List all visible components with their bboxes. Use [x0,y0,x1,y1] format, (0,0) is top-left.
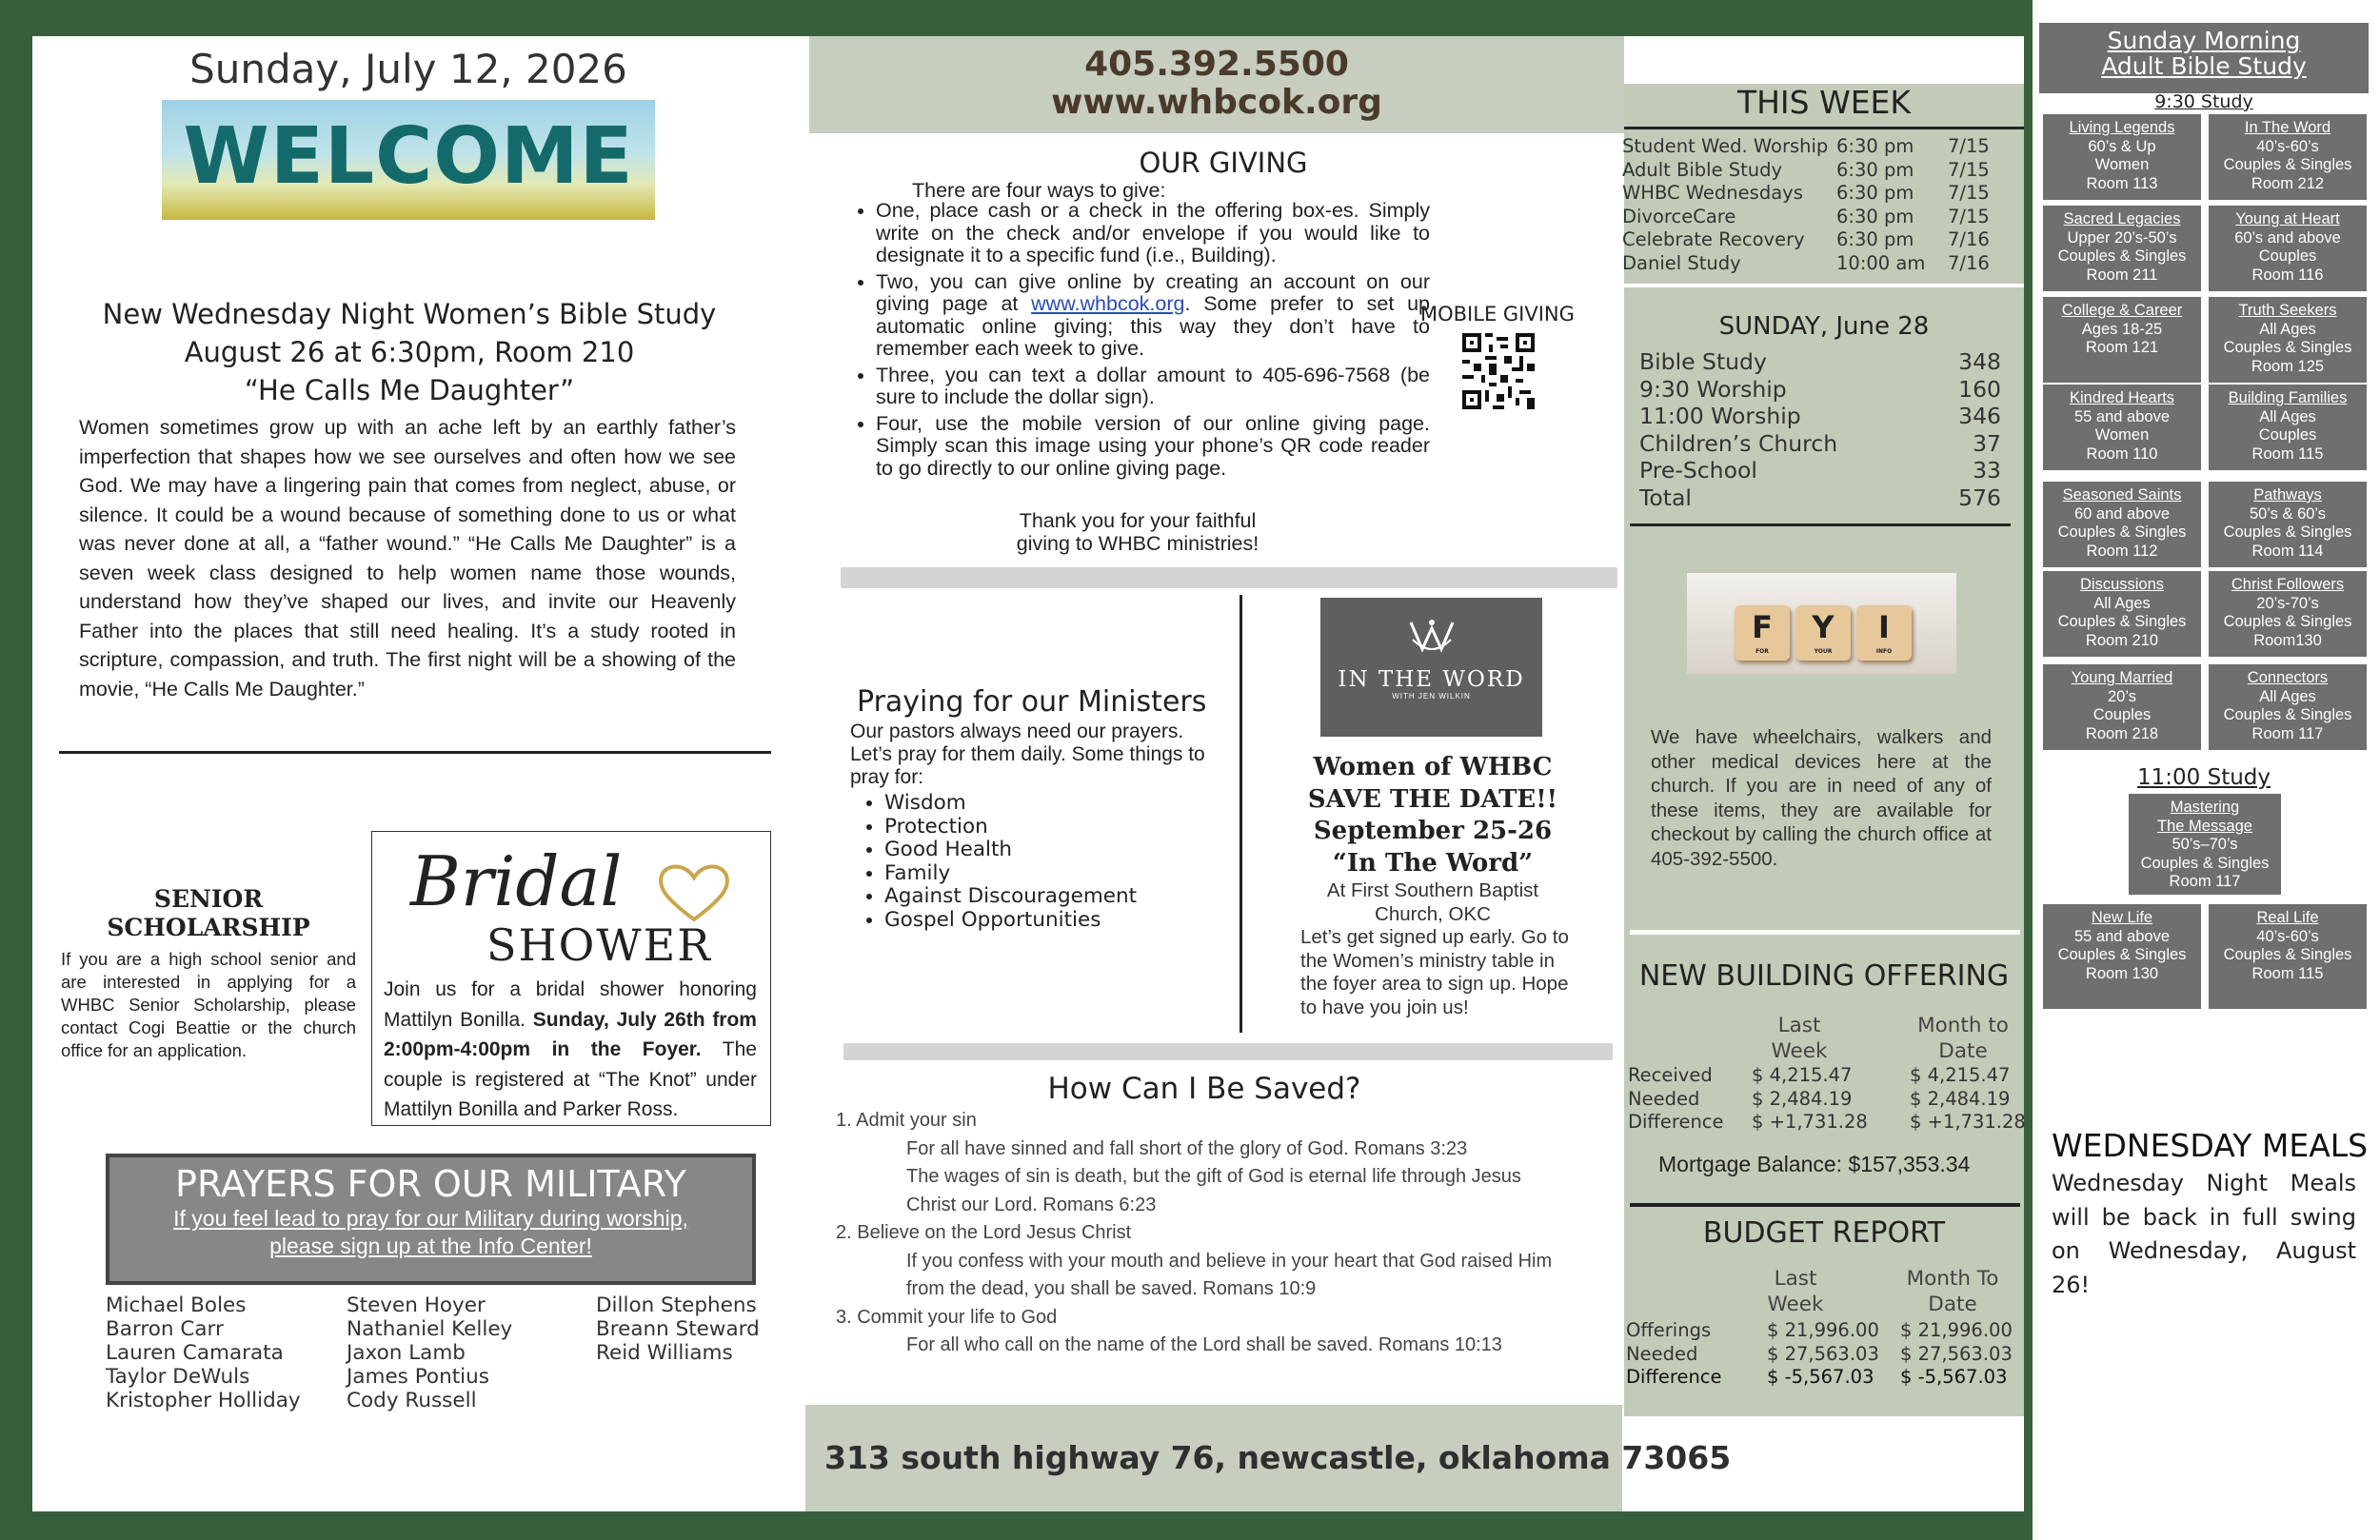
building-row-label: Difference [1628,1111,1724,1133]
event-name: Celebrate Recovery [1622,228,1805,250]
qr-code-icon[interactable] [1462,333,1535,414]
giving-three-text: you can text a dollar amount to 405-696-7568 (be sure to include the dollar sign). [876,363,1430,408]
military-name: Taylor DeWuls [106,1365,250,1389]
class-tile[interactable] [2209,664,2367,750]
class-tile[interactable] [2043,482,2201,567]
class-name: Christ Followers [2231,576,2345,593]
class-detail: 40’s-60’s [2256,927,2319,945]
military-names-col-2 [347,1293,512,1412]
divider [1630,930,2020,935]
website: www.whbcok.org [1051,83,1382,122]
sunday-row [1639,376,2001,404]
class-detail: Couples & Singles [2057,946,2187,963]
women-where-1: At First Southern Baptist [1326,879,1539,901]
military-name: Breann Steward [596,1317,760,1341]
praying-item: • Against Discouragement [884,885,1137,909]
budget-head-mtd-2: Date [1928,1293,1977,1316]
sunday-table [1639,348,2001,511]
in-the-word-logo-sub: WITH JEN WILKIN [1392,692,1471,701]
bridal-script-title: Bridal [410,841,623,921]
saved-step-1: 1. Admit your sin [836,1110,977,1131]
class-tile[interactable] [2209,297,2367,383]
in-the-word-logo-title: IN THE WORD [1338,667,1525,692]
giving-title: OUR GIVING [1139,147,1308,179]
budget-head-mtd-1: Month To [1906,1267,1999,1291]
building-row-mtd: $ 2,484.19 [1910,1087,2011,1110]
fyi-letter: I [1878,609,1890,645]
saved-verse: from the dead, you shall be saved. Romans 10:9 [906,1278,1317,1299]
divider [1630,1203,2020,1207]
military-name: Reid Williams [596,1341,733,1365]
sunday-row-label: Bible Study [1639,348,1767,375]
building-head-mtd [1906,1013,2020,1064]
event-date: 7/15 [1948,158,1990,181]
event-date: 7/16 [1948,228,1990,250]
class-detail: 60 and above [2073,504,2170,523]
divider-bar [841,567,1617,588]
class-detail: Room 116 [2251,266,2324,284]
class-detail: Couples & Singles [2223,339,2352,356]
women-line-4: “In The Word” [1332,848,1534,878]
praying-item: • Protection [884,816,1137,839]
bridal-body-b: Sunday, July 26th from 2:00pm-4:00pm in the Foyer. [384,1008,757,1060]
this-week-row [1622,228,2003,252]
sunday-row-label: 11:00 Worship [1639,403,1801,429]
praying-list [850,792,1137,932]
class-detail: Women [2094,156,2150,173]
women-location [1304,879,1561,926]
giving-intro: There are four ways to give: [912,179,1166,202]
sunday-morning-header [2039,23,2369,93]
divider-bar [843,1043,1613,1060]
saved-verse: Christ our Lord. Romans 6:23 [906,1194,1157,1215]
event-time: 6:30 pm [1836,205,1914,227]
sunday-total-label: Total [1639,484,1692,511]
class-detail: Room 211 [2086,266,2158,284]
building-head-last [1752,1013,1847,1064]
building-row-mtd: $ 4,215.47 [1910,1064,2011,1086]
fyi-small: FOR [1755,648,1769,655]
class-tile[interactable] [2209,571,2367,657]
building-row-mtd: $ +1,731.28 [1910,1111,2026,1133]
class-name: Pathways [2253,486,2322,503]
sunday-row-value: 346 [1958,403,2001,429]
building-head-last-1: Last [1777,1014,1821,1037]
budget-row-last: $ 27,563.03 [1767,1342,1879,1365]
military-sub-1: If you feel lead to pray for our Military during worship, [173,1206,688,1231]
women-save-date [1266,752,1599,879]
military-names-col-3 [596,1293,760,1365]
budget-row-label: Difference [1626,1366,1722,1388]
giving-link[interactable]: www.whbcok.org [1031,292,1185,315]
class-detail: Ages 18-25 [2081,320,2163,338]
womens-study-body: Women sometimes grow up with an ache left by an earthly father’s imperfection that shapes how we see ourselves and often how we see God. We may have a lingering pain that comes from neglect, abuse, or silence. It could be a wound because of something done to us or what was never done at all, a “father wound.” “He Calls Me Daughter” is a seven week class designed to help women name those wounds, understand how they’ve shaped our lives, and invite our Heavenly Father into the places that still need healing. It’s a study rooted in scripture, compassion, and truth. The first night will be a showing of the movie, “He Calls Me Daughter.” [79,416,736,701]
building-row [1628,1111,2028,1135]
bridal-shower-word: SHOWER [486,919,712,971]
praying-item: • Family [884,862,1137,886]
scholarship-body: If you are a high school senior and are interested in applying for a WHBC Senior Scholarship, please contact Cogi Beattie or the church office for an application. [61,949,356,1060]
event-name: WHBC Wednesdays [1622,182,1803,204]
class-detail: Room 115 [2251,964,2324,982]
military-title: PRAYERS FOR OUR MILITARY [175,1163,686,1205]
building-head-mtd-2: Date [1938,1039,1988,1063]
praying-item: • Wisdom [884,792,1137,816]
class-tile[interactable] [2043,904,2201,1009]
praying-title: Praying for our Ministers [857,685,1207,719]
saved-title: How Can I Be Saved? [1047,1072,1361,1106]
class-name: Discussions [2079,576,2165,593]
sunday-total-row [1639,484,2001,512]
military-name: Kristopher Holliday [106,1389,301,1412]
sunday-row-label: Pre-School [1639,457,1757,484]
meals-title: WEDNESDAY MEALS [2052,1127,2369,1164]
sunday-row [1639,403,2001,430]
fyi-cube-y [1795,605,1851,661]
class-tile[interactable] [2209,904,2367,1009]
fyi-image [1687,573,1956,674]
budget-row [1626,1343,2026,1367]
class-detail: Room 130 [2085,964,2159,982]
class-detail: Room 117 [2251,724,2324,742]
military-banner [106,1154,756,1285]
class-tile[interactable] [2043,571,2201,657]
military-name: Jaxon Lamb [347,1341,466,1365]
building-row [1628,1088,2028,1112]
class-detail: Room 210 [2085,631,2159,649]
budget-row [1626,1319,2026,1343]
mobile-giving-label: MOBILE GIVING [1420,303,1575,326]
saved-steps [836,1107,1626,1360]
womens-study-title: New Wednesday Night Women’s Bible Study [102,298,717,330]
giving-two-text-b: . Some prefer to set up automatic online giving; this way they don’t have to remember each week to give. [876,292,1430,360]
bridal-body-a: Join us for a bridal shower honoring Mattilyn Bonilla. [384,978,757,1031]
class-detail: Couples & Singles [2057,247,2187,265]
class-detail: 20’s-70’s [2256,594,2319,612]
class-detail: Room 110 [2086,444,2158,463]
class-tile[interactable] [2043,664,2201,750]
class-name: Truth Seekers [2238,302,2337,319]
class-detail: Room 212 [2251,174,2325,192]
class-detail: 60’s & Up [2088,137,2156,155]
budget-head-mtd [1891,1266,2014,1317]
event-name: Daniel Study [1622,251,1741,274]
class-detail: Couples & Singles [2223,613,2352,630]
divider [1624,127,2024,129]
praying-item: • Good Health [884,839,1137,862]
building-row-last: $ 2,484.19 [1752,1087,1853,1110]
budget-row-last: $ -5,567.03 [1767,1366,1874,1388]
class-name: Real Life [2256,909,2319,926]
budget-row [1626,1366,2026,1390]
military-name: Cody Russell [347,1389,477,1412]
giving-item-one [876,200,1430,267]
class-name: New Life [2091,909,2153,926]
class-tile[interactable] [2209,482,2367,567]
classes-header-1: Sunday Morning [2107,27,2301,54]
event-time: 6:30 pm [1836,158,1914,181]
military-name: Nathaniel Kelley [347,1317,513,1341]
building-row [1628,1064,2028,1088]
class-tile[interactable] [2129,794,2281,895]
womens-study-heading [57,295,762,409]
class-detail: Room 121 [2085,339,2159,356]
class-name: College & Career [2061,302,2183,319]
giving-four-lead: Four, [876,411,922,435]
building-title: NEW BUILDING OFFERING [1638,959,2010,993]
giving-three-lead: Three, [876,363,936,386]
this-week-row [1622,252,2003,276]
classes-header-2: Adult Bible Study [2101,52,2307,80]
class-detail: Room 218 [2085,724,2159,742]
in-the-word-logo [1320,598,1542,737]
fyi-letter: Y [1812,609,1835,645]
class-detail: Couples [2092,706,2152,723]
fyi-cube-f [1735,605,1790,661]
giving-thanks [981,510,1295,555]
this-week-row [1622,182,2003,206]
church-address: 313 south highway 76, newcastle, oklahoma 73065 [824,1439,1732,1476]
budget-head-last-1: Last [1774,1267,1817,1291]
class-detail: Room 125 [2251,357,2325,375]
bridal-body [384,975,757,1125]
military-name: Dillon Stephens [596,1293,757,1317]
class-detail: Room 117 [2169,873,2241,890]
sunday-total-value: 576 [1958,484,2001,511]
class-detail: 50’s–70’s [2172,836,2238,853]
building-head-mtd-1: Month to [1917,1014,2009,1037]
fyi-body: We have wheelchairs, walkers and other medical devices here at the church. If you are in need of any of these items, they are available for checkout by calling the church office at 405-392-5500. [1651,726,1992,870]
event-name: Adult Bible Study [1622,158,1783,181]
class-name: Living Legends [2069,119,2175,136]
senior-scholarship [61,885,356,1062]
class-name: Connectors [2247,669,2329,686]
womens-study-when: August 26 at 6:30pm, Room 210 [184,336,635,368]
giving-two-text-a: you can give online by creating an account on our giving page at [876,269,1430,315]
divider [1240,595,1242,1033]
sunday-title: SUNDAY, June 28 [1718,312,1930,341]
saved-verse: For all who call on the name of the Lord shall be saved. Romans 10:13 [906,1334,1502,1355]
building-table [1628,1064,2028,1135]
class-detail: 55 and above [2073,927,2170,945]
women-line-1: Women of WHBC [1313,753,1553,781]
meals-body: Wednesday Night Meals will be back in full swing on Wednesday, August 26! [2052,1170,2356,1298]
sunday-row [1639,430,2001,458]
giving-one-text: place cash or a check in the offering box-es. Simply write on the check and/or envelope if you would like to designate it to a specific fund (i.e., Building). [876,199,1430,267]
class-detail: Couples [2258,426,2317,444]
class-detail: All Ages [2259,407,2316,425]
scholarship-title-2: SCHOLARSHIP [107,914,310,941]
military-name: James Pontius [347,1365,489,1389]
class-tile[interactable] [2209,114,2367,200]
military-sub-2: please sign up at the Info Center! [269,1234,592,1258]
this-week-row [1622,159,2003,183]
class-tile[interactable] [2043,385,2201,470]
class-detail: All Ages [2093,594,2151,612]
sunday-row-value: 37 [1973,429,2001,457]
class-detail: 20’s [2108,687,2136,705]
divider [1630,523,2011,526]
class-detail: Couples & Singles [2057,523,2187,541]
building-head-last-2: Week [1771,1039,1828,1063]
event-date: 7/15 [1948,205,1990,227]
class-detail: 40’s-60’s [2256,137,2319,155]
giving-item-three [876,365,1430,409]
event-date: 7/16 [1948,251,1990,274]
budget-row-mtd: $ -5,567.03 [1900,1366,2008,1388]
class-detail: Couples & Singles [2223,946,2352,963]
this-week-row [1622,135,2003,159]
study-1100-label: 11:00 Study [2137,765,2271,790]
women-signup: Let’s get signed up early. Go to the Women’s ministry table in the foyer area to sign up. Hope to have you join us! [1300,926,1569,1018]
welcome-banner [162,100,655,220]
this-week-title: THIS WEEK [1736,84,1912,121]
class-name: Mastering [2170,799,2240,816]
event-name: DivorceCare [1622,205,1736,227]
fyi-small: INFO [1875,648,1893,655]
saved-verse: The wages of sin is death, but the gift of God is eternal life through Jesus [906,1166,1521,1187]
sunday-row-value: 160 [1958,375,2001,403]
class-detail: All Ages [2259,320,2316,338]
bridal-body-c: The couple is registered at “The Knot” under Mattilyn Bonilla and Parker Ross. [384,1038,757,1120]
sunday-row-label: 9:30 Worship [1639,375,1787,403]
class-tile[interactable] [2043,114,2201,200]
class-name: The Message [2157,817,2252,835]
class-name: Sacred Legacies [2063,210,2181,227]
event-time: 10:00 am [1836,251,1926,274]
budget-row-label: Offerings [1626,1319,1712,1341]
budget-row-label: Needed [1626,1342,1698,1365]
military-name: Lauren Camarata [106,1341,284,1365]
in-the-word-emblem-icon [1320,617,1542,663]
building-row-label: Needed [1628,1087,1700,1110]
class-detail: 55 and above [2073,407,2170,425]
class-name: Young at Heart [2235,210,2340,227]
class-detail: All Ages [2259,687,2316,705]
praying-item: • Gospel Opportunities [884,909,1137,933]
event-date: 7/15 [1948,135,1990,157]
fyi-cube-i [1856,605,1912,661]
women-where-2: Church, OKC [1375,902,1491,925]
giving-one-lead: One, [876,199,921,222]
class-detail: Couples & Singles [2223,523,2352,541]
class-tile[interactable] [2209,206,2367,291]
building-row-label: Received [1628,1064,1713,1086]
giving-list [842,200,1430,484]
class-detail: Women [2094,426,2150,444]
sunday-row [1639,457,2001,484]
praying-body: Our pastors always need our prayers. Let’s pray for them daily. Some things to pray for: [850,721,1205,788]
divider [1624,284,2024,287]
giving-two-lead: Two, [876,269,920,293]
womens-study-name: “He Calls Me Daughter” [244,374,575,406]
giving-item-two [876,271,1430,361]
giving-thanks-1: Thank you for your faithful [1019,509,1257,532]
budget-table [1626,1319,2026,1390]
class-detail: Room 114 [2251,542,2324,560]
class-detail: Upper 20’s-50’s [2067,228,2177,247]
sunday-row-label: Children’s Church [1639,429,1838,457]
phone-number: 405.392.5500 [1084,45,1349,84]
event-time: 6:30 pm [1836,228,1914,250]
class-detail: Couples & Singles [2057,613,2187,630]
class-detail: Room130 [2253,631,2322,649]
this-week-table [1622,135,2003,275]
building-row-last: $ +1,731.28 [1752,1111,1868,1133]
fyi-letter: F [1752,609,1773,645]
class-detail: 60’s and above [2234,228,2341,247]
budget-row-mtd: $ 21,996.00 [1900,1319,2013,1341]
class-name: Seasoned Saints [2062,486,2182,503]
bulletin-date: Sunday, July 12, 2026 [189,46,627,92]
event-date: 7/15 [1948,182,1990,204]
building-row-last: $ 4,215.47 [1752,1064,1853,1086]
budget-head-last-2: Week [1767,1293,1824,1316]
bridal-shower-box [371,831,771,1126]
sunday-row-value: 348 [1958,348,2001,375]
saved-verse: If you confess with your mouth and believe in your heart that God raised Him [906,1250,1553,1272]
class-detail: Couples & Singles [2223,156,2352,173]
class-detail: Room 112 [2086,542,2158,560]
class-detail: Room 115 [2251,444,2324,463]
military-name: Barron Carr [106,1317,224,1341]
class-name: In The Word [2244,119,2331,136]
class-tile[interactable] [2043,297,2201,383]
mortgage-balance: Mortgage Balance: $157,353.34 [1658,1152,1971,1176]
budget-row-mtd: $ 27,563.03 [1900,1342,2013,1365]
giving-thanks-2: giving to WHBC ministries! [1016,531,1259,555]
fyi-small: YOUR [1814,648,1833,655]
military-names-col-1 [106,1293,301,1412]
event-name: Student Wed. Worship [1622,135,1829,157]
military-name: Steven Hoyer [347,1293,486,1317]
class-detail: Couples & Singles [2140,854,2270,872]
class-detail: Couples & Singles [2223,706,2352,723]
women-line-3: September 25-26 [1313,817,1553,845]
saved-step-3: 3. Commit your life to God [836,1306,1058,1328]
event-time: 6:30 pm [1836,135,1914,157]
giving-four-text: use the mobile version of our online giving page. Simply scan this image using your phone’s QR code reader to go directly to our online giving page. [876,411,1430,480]
giving-item-four [876,413,1430,481]
class-tile[interactable] [2043,206,2201,291]
class-detail: Couples [2258,247,2317,265]
military-name: Michael Boles [106,1293,247,1317]
divider [59,751,771,754]
class-name: Young Married [2071,669,2173,686]
sunday-row-value: 33 [1973,457,2001,484]
scholarship-title-1: SENIOR [153,885,264,913]
budget-row-last: $ 21,996.00 [1767,1319,1879,1341]
saved-step-2: 2. Believe on the Lord Jesus Christ [836,1222,1132,1243]
class-name: Kindred Hearts [2069,389,2175,406]
this-week-row [1622,206,2003,229]
class-detail: Room 113 [2086,174,2158,192]
sunday-row [1639,348,2001,376]
event-time: 6:30 pm [1836,182,1914,204]
budget-head-last [1748,1266,1843,1317]
budget-title: BUDGET REPORT [1702,1216,1946,1250]
class-tile[interactable] [2209,385,2367,470]
women-line-2: SAVE THE DATE!! [1307,784,1558,814]
class-name: Building Families [2228,389,2348,406]
saved-verse: For all have sinned and fall short of the glory of God. Romans 3:23 [906,1137,1468,1159]
class-detail: 50’s & 60’s [2249,504,2327,523]
welcome-text: WELCOME [183,111,634,202]
study-930-label: 9:30 Study [2154,91,2253,112]
